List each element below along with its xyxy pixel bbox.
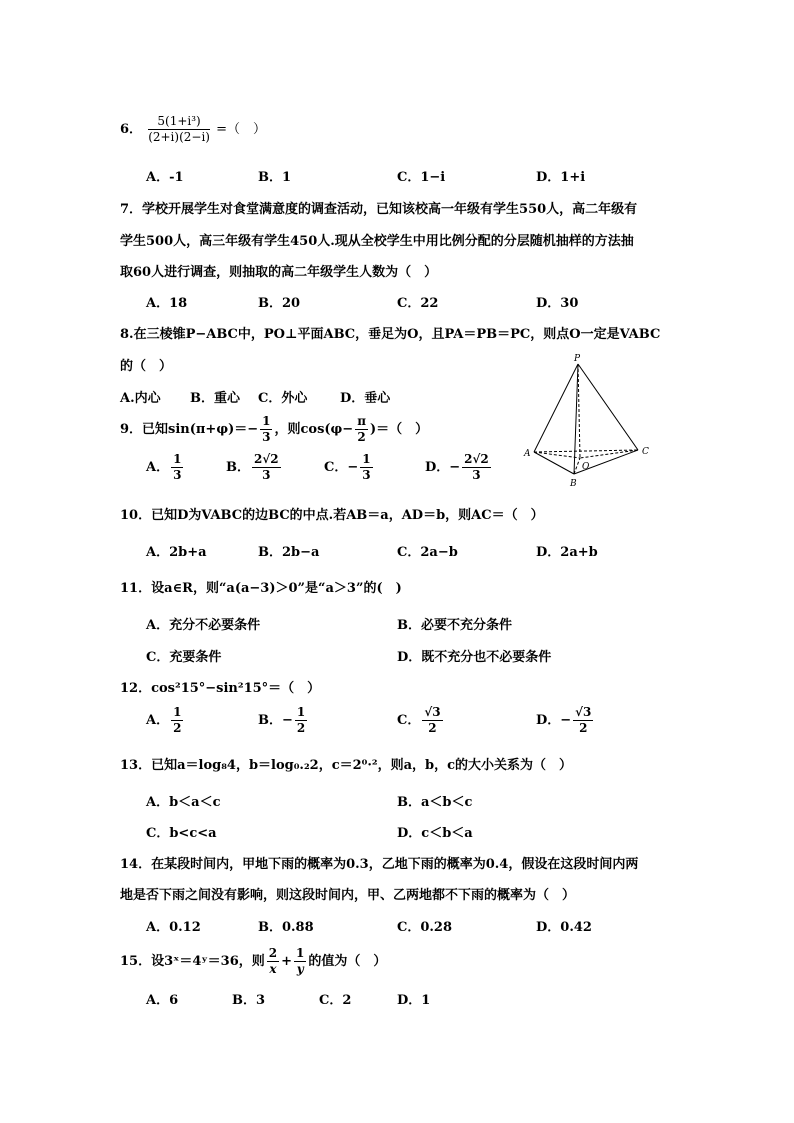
option-a: A.内心	[120, 391, 161, 406]
option-b: B．a＜b＜c	[397, 795, 473, 810]
option-c: C．外心	[258, 391, 308, 406]
vertex-label-o: O	[582, 462, 590, 472]
option-c: C．0.28	[397, 920, 453, 935]
fraction: $\frac{1}{y}$	[296, 946, 305, 976]
option-d: D．2a+b	[536, 545, 598, 560]
question-7-line-2: 学生500人，高三年级有学生450人.现从全校学生中用比例分配的分层随机抽样的方法抽	[120, 234, 634, 249]
option-c: C．1−i	[397, 170, 446, 185]
option-a: A．-1	[146, 170, 184, 185]
fraction: $\frac{\text{5(1+i³)}}{(2+i)(2-i)}$	[148, 114, 210, 144]
question-9: 9．已知sin(π+φ)＝− $\frac{1}{3}$ ，则cos(φ− $\frac{\pi}{2}$ )＝（ ）	[120, 414, 429, 444]
question-12: 12．cos²15°−sin²15°＝（ ）	[120, 681, 321, 696]
option-d: D．− $\frac{2√2}{3}$	[425, 452, 489, 482]
vertex-label-b: B	[570, 479, 577, 489]
option-b: B．20	[258, 296, 301, 311]
option-a: A．18	[146, 296, 188, 311]
option-b: B．0.88	[258, 920, 314, 935]
option-c: C．充要条件	[146, 650, 222, 665]
option-d: D．30	[536, 296, 579, 311]
option-d: D．0.42	[536, 920, 592, 935]
question-13: 13．已知a＝log₈4，b＝log₀.₂2，c＝2⁰·²，则a，b，c的大小关系为（ ）	[120, 758, 573, 773]
option-d: D．垂心	[340, 391, 391, 406]
option-b: B．2b−a	[258, 545, 320, 560]
option-b: B． $\frac{2√2}{3}$	[226, 452, 279, 482]
option-c: C．2	[319, 993, 352, 1008]
option-c: C．2a−b	[397, 545, 458, 560]
question-number: 6．	[120, 122, 143, 137]
option-d: D．c＜b＜a	[397, 826, 473, 841]
question-7-line-3: 取60人进行调查，则抽取的高二年级学生人数为（ ）	[120, 265, 438, 280]
fraction: $\frac{1}{3}$	[262, 414, 271, 444]
vertex-label-a: A	[524, 449, 531, 459]
option-c: C．b<c<a	[146, 826, 217, 841]
option-b: B．必要不充分条件	[397, 618, 512, 633]
option-a: A．2b+a	[146, 545, 207, 560]
question-14-line-1: 14．在某段时间内，甲地下雨的概率为0.3，乙地下雨的概率为0.4，假设在这段时间内两	[120, 857, 639, 872]
fraction: $\frac{\pi}{2}$	[357, 414, 366, 444]
option-d: D．− $\frac{√3}{2}$	[536, 705, 592, 735]
option-a: A．6	[146, 993, 179, 1008]
option-d: D．1	[397, 993, 431, 1008]
fraction: $\frac{2}{x}$	[268, 946, 278, 976]
option-b: B．− $\frac{1}{2}$	[258, 705, 306, 735]
option-a: A． $\frac{1}{3}$	[146, 452, 182, 482]
option-d: D．1+i	[536, 170, 586, 185]
option-b: B．3	[232, 993, 266, 1008]
question-15: 15．设3ˣ＝4ʸ＝36，则 $\frac{2}{x}$ + $\frac{1}{y}$ 的值为（ ）	[120, 946, 387, 976]
option-b: B．重心	[190, 391, 240, 406]
option-a: A．0.12	[146, 920, 201, 935]
vertex-label-p: P	[574, 354, 581, 364]
question-8-line-2: 的（ ）	[120, 359, 173, 374]
vertex-label-c: C	[642, 447, 649, 457]
question-6: 6． $\frac{\text{5(1+i³)}}{(2+i)(2-i)}$ =（ ）	[120, 114, 267, 144]
option-a: A．充分不必要条件	[146, 618, 261, 633]
option-c: C． $\frac{√3}{2}$	[397, 705, 441, 735]
pyramid-figure	[520, 350, 660, 490]
question-10: 10．已知D为VABC的边BC的中点.若AB＝a，AD＝b，则AC＝（ ）	[120, 508, 544, 523]
option-b: B．1	[258, 170, 292, 185]
option-a: A． $\frac{1}{2}$	[146, 705, 182, 735]
question-8-line-1: 8.在三棱锥P−ABC中，PO⊥平面ABC，垂足为O，且PA＝PB＝PC，则点O一定是VABC	[120, 327, 661, 342]
option-c: C．− $\frac{1}{3}$	[324, 452, 371, 482]
option-d: D．既不充分也不必要条件	[397, 650, 552, 665]
option-a: A．b＜a＜c	[146, 795, 221, 810]
question-14-line-2: 地是否下雨之间没有影响，则这段时间内，甲、乙两地都不下雨的概率为（ ）	[120, 888, 576, 903]
option-c: C．22	[397, 296, 439, 311]
question-7-line-1: 7．学校开展学生对食堂满意度的调查活动，已知该校高一年级有学生550人，高二年级有	[120, 202, 638, 217]
question-11: 11．设a∈R，则“a(a−3)＞0”是“a＞3”的( )	[120, 581, 402, 596]
